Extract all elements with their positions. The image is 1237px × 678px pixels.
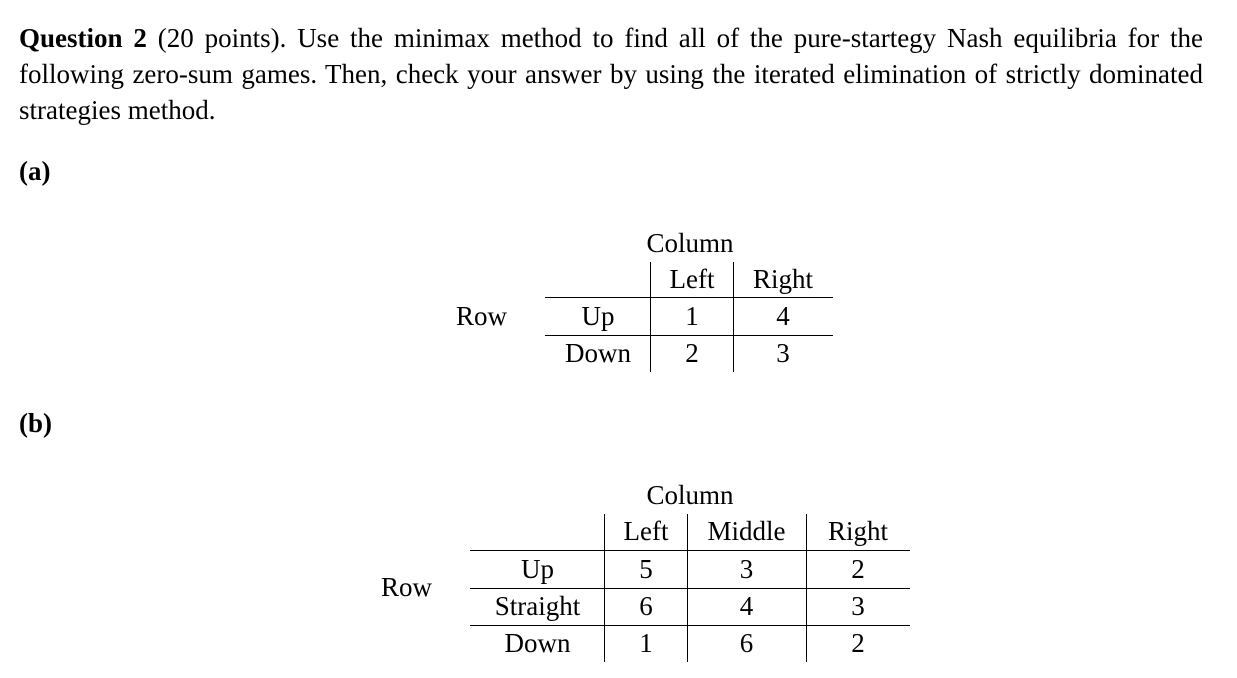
part-b-header-left: Left <box>623 516 669 546</box>
part-b-cell-down-middle: 6 <box>739 628 754 658</box>
part-a-header-left: Left <box>669 264 715 294</box>
part-b-vertical-rule-3 <box>806 514 807 662</box>
part-b-header-middle: Middle <box>707 516 786 546</box>
part-a-cell-up-left: 1 <box>685 301 699 331</box>
part-b-cell-straight-middle: 4 <box>739 591 754 621</box>
part-b-cell-down-left: 1 <box>639 628 653 658</box>
question-text: Use the minimax method to find all of the pure-startegy Nash equilibria for the following zero-sum games. Then, check your answer by using the iterated elimination of strictly dominated strategies method. <box>19 23 1203 125</box>
part-b-column-player-label: Column <box>646 480 734 510</box>
part-b-header-rule <box>470 550 910 551</box>
question-prompt <box>19 20 1203 128</box>
part-a-row-rule <box>545 335 833 336</box>
part-b-cell-straight-left: 6 <box>639 591 653 621</box>
part-b-row-up-label: Up <box>521 554 554 584</box>
part-b-cell-straight-right: 3 <box>851 591 865 621</box>
part-b-vertical-rule-1 <box>604 514 605 662</box>
question-title: Question 2 <box>19 23 147 53</box>
part-a-row-up-label: Up <box>581 301 615 331</box>
part-a-cell-down-right: 3 <box>776 338 790 368</box>
part-b-row-rule-1 <box>470 588 910 589</box>
part-b-row-straight-label: Straight <box>494 591 581 621</box>
part-b-header-right: Right <box>827 516 888 546</box>
question-points: (20 points). <box>157 23 287 53</box>
part-a-header-rule <box>545 297 833 298</box>
part-a-cell-up-right: 4 <box>776 301 790 331</box>
part-b-label: (b) <box>19 408 52 438</box>
part-b-cell-down-right: 2 <box>851 628 865 658</box>
part-b-row-rule-2 <box>470 625 910 626</box>
part-a-row-down-label: Down <box>565 338 631 368</box>
part-b-cell-up-middle: 3 <box>739 554 754 584</box>
part-b-vertical-rule-2 <box>687 514 688 662</box>
part-b-cell-up-right: 2 <box>851 554 865 584</box>
part-a-column-player-label: Column <box>646 228 734 258</box>
part-a-row-player-label: Row <box>456 301 508 331</box>
part-a-vertical-rule-2 <box>733 262 734 372</box>
part-b-cell-up-left: 5 <box>639 554 653 584</box>
part-a-header-right: Right <box>752 264 813 294</box>
part-b-row-player-label: Row <box>381 572 433 602</box>
part-a-label: (a) <box>19 156 51 186</box>
part-a-vertical-rule-1 <box>650 262 651 372</box>
part-b-row-down-label: Down <box>504 628 571 658</box>
part-a-cell-down-left: 2 <box>685 338 699 368</box>
